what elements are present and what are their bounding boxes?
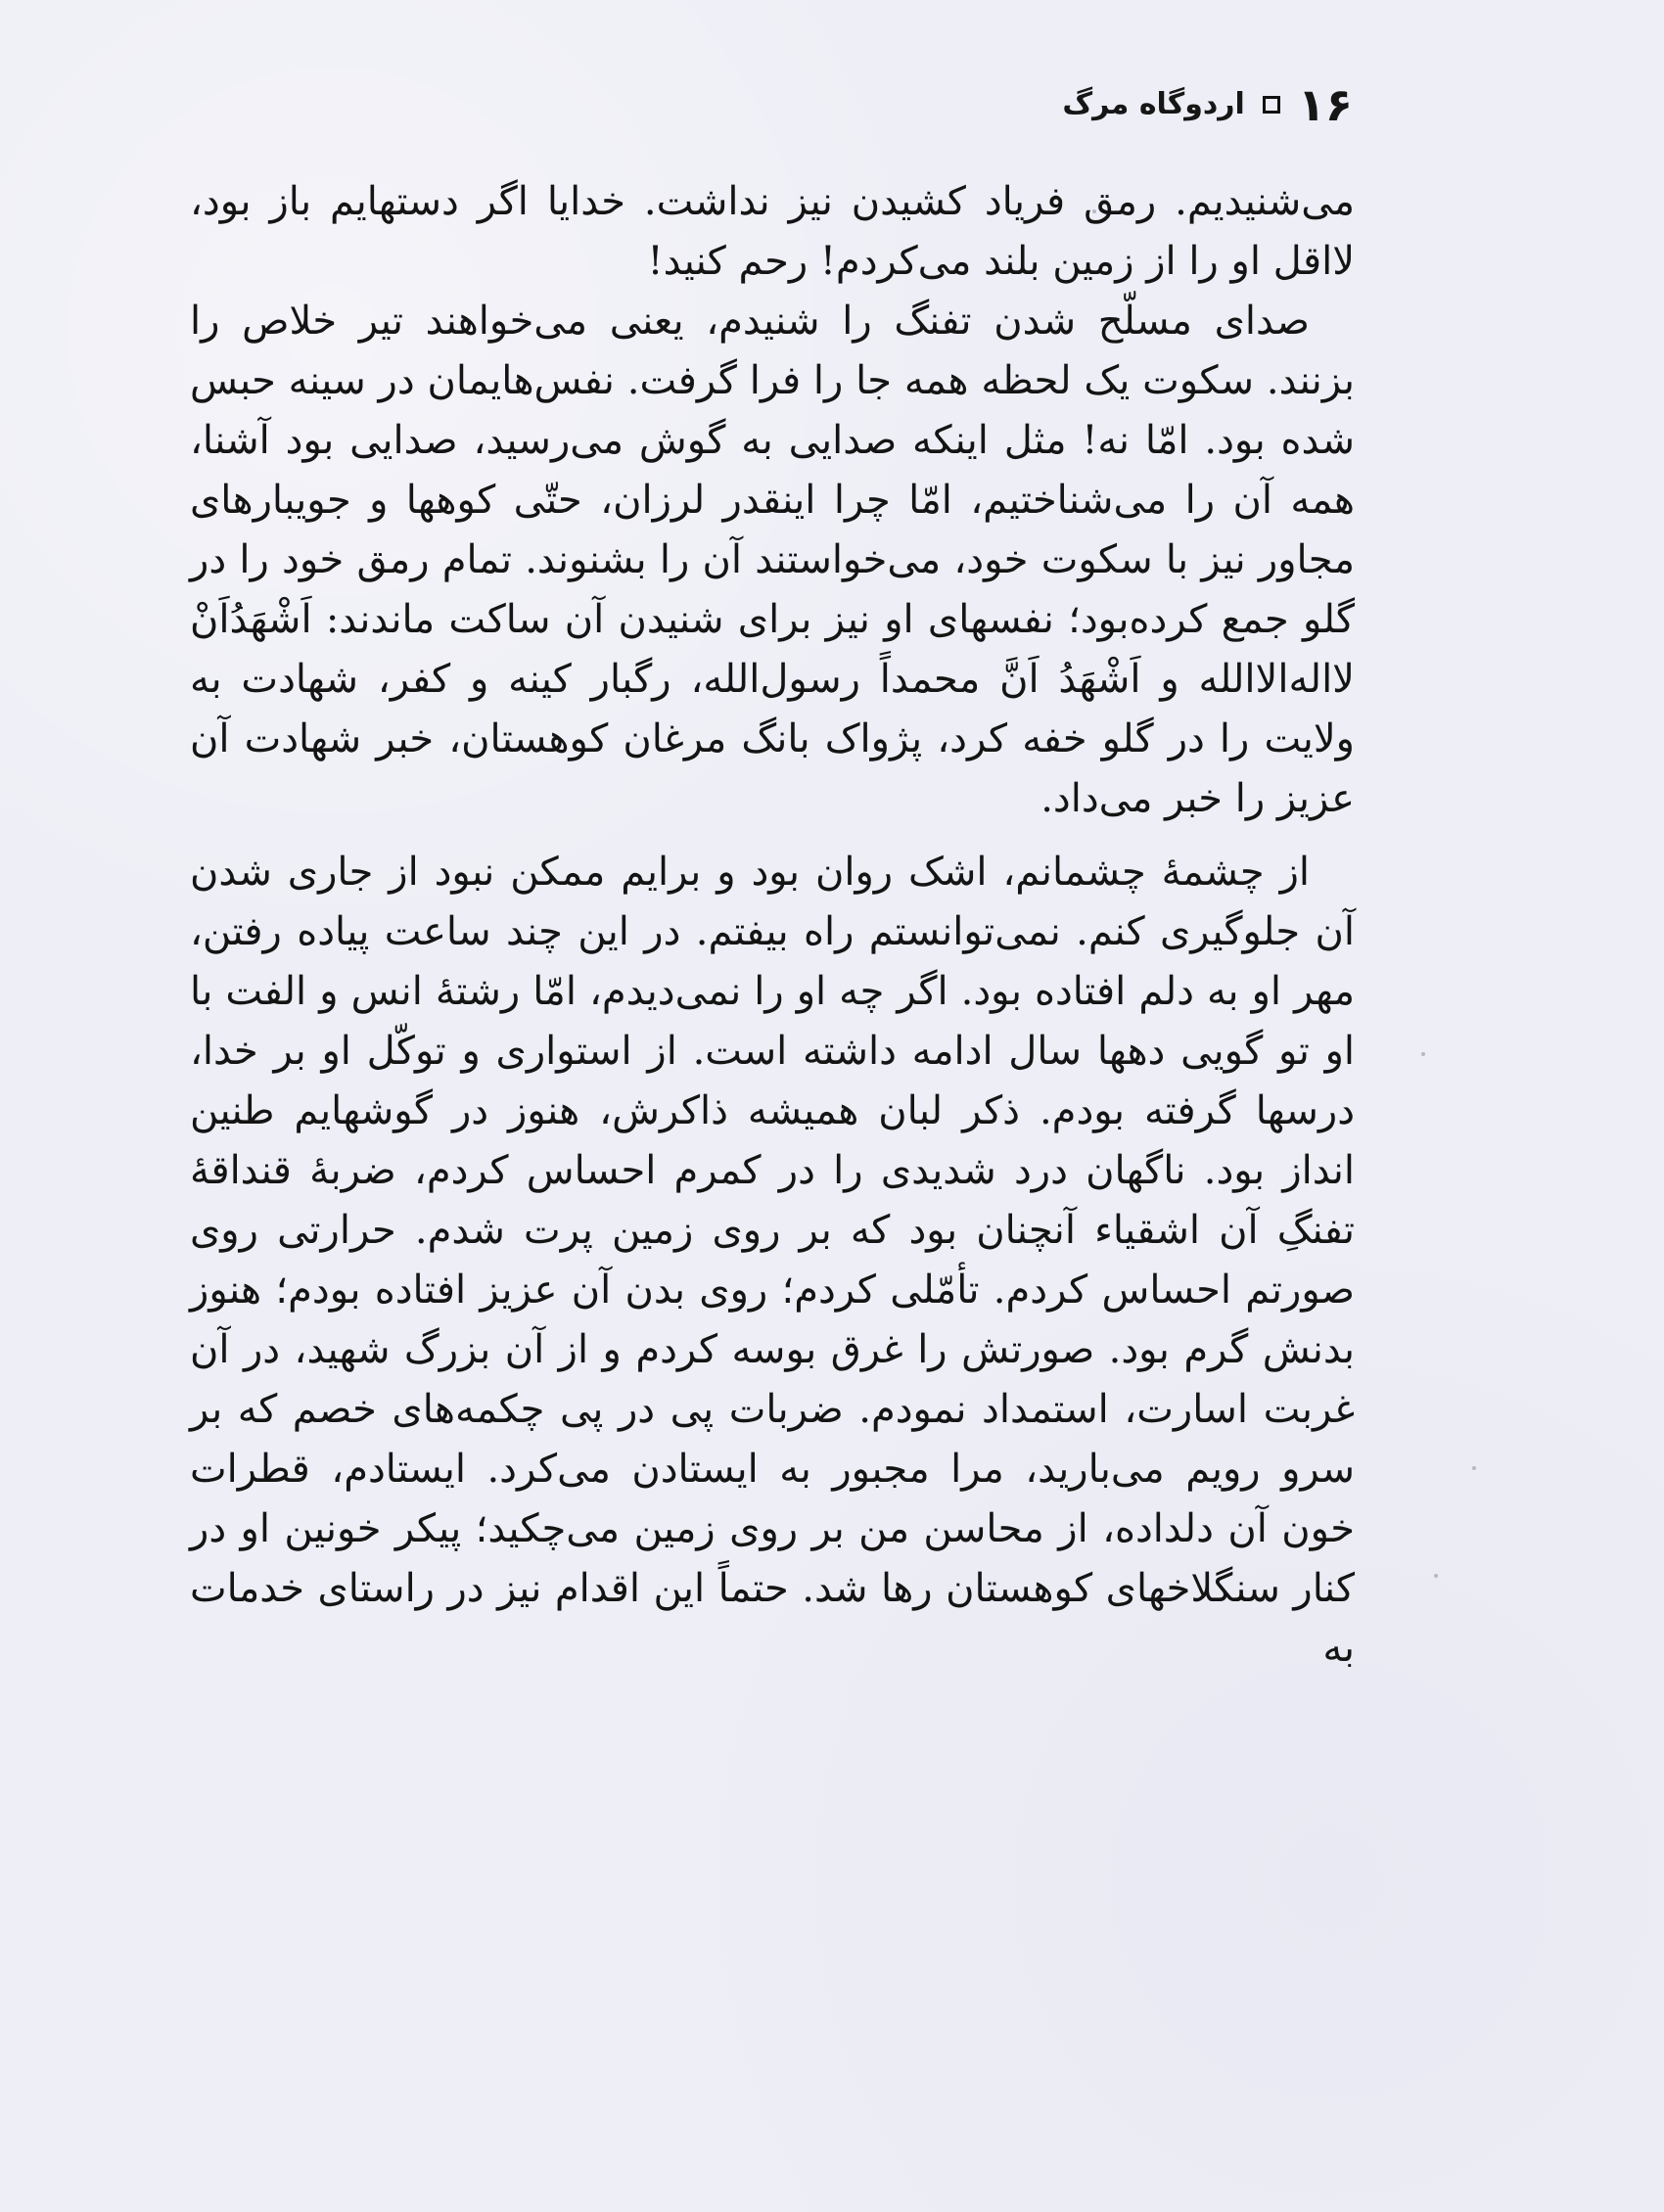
header-separator-icon	[1263, 96, 1280, 114]
page-number: ۱۶	[1297, 78, 1353, 131]
page-header	[1062, 78, 1353, 131]
paper-speck	[1434, 1574, 1438, 1578]
running-title: اردوگاه مرگ	[1062, 87, 1245, 121]
paper-speck	[1472, 1466, 1476, 1470]
paragraph-2: صدای مسلّح شدن تفنگ را شنیدم، یعنی می‌خواهند تیر خلاص را بزنند. سکوت یک لحظه همه جا را فرا گرفت. نفس‌هایمان در سینه حبس شده بود. امّا نه! مثل اینکه صدایی به گوش می‌رسید، صدایی بود آشنا، همه آن را می‌شناختیم، امّا چرا اینقدر لرزان، حتّی کوهها و جویبارهای مجاور نیز با سکوت خود، می‌خواستند آن را بشنوند. تمام رمق خود را در گلو جمع کرده‌بود؛ نفسهای او نیز برای شنیدن آن ساکت ماندند: اَشْهَدُاَنْ لااله‌الاالله و اَشْهَدُ اَنَّ محمداً رسول‌الله، رگبار کینه و کفر، شهادت به ولایت را در گلو خفه کرد، پژواک بانگ مرغان کوهستان، خبر شهادت آن عزیز را خبر می‌داد.	[190, 299, 1355, 821]
paper-speck	[1421, 1052, 1425, 1056]
body-text	[190, 172, 1355, 1679]
paragraph-3: از چشمهٔ چشمانم، اشک روان بود و برایم ممکن نبود از جاری شدن آن جلوگیری کنم. نمی‌توانستم راه بیفتم. در این چند ساعت پیاده رفتن، مهر او به دلم افتاده بود. اگر چه او را نمی‌دیدم، امّا رشتهٔ انس و الفت با او تو گویی دهها سال ادامه داشته است. از استواری و توکّل او بر خدا، درسها گرفته بودم. ذکر لبان همیشه ذاکرش، هنوز در گوشهایم طنین انداز بود. ناگهان درد شدیدی را در کمرم احساس کردم، ضربهٔ قنداقهٔ تفنگِ آن اشقیاء آنچنان بود که بر روی زمین پرت شدم. حرارتی روی صورتم احساس کردم. تأمّلی کردم؛ روی بدن آن عزیز افتاده بودم؛ هنوز بدنش گرم بود. صورتش را غرق بوسه کردم و از آن بزرگ شهید، در آن غربت اسارت، استمداد نمودم. ضربات پی در پی چکمه‌های خصم که بر سرو رویم می‌بارید، مرا مجبور به ایستادن می‌کرد. ایستادم، قطرات خون آن دلداده، از محاسن من بر روی زمین می‌چکید؛ پیکر خونین او در کنار سنگلاخهای کوهستان رها شد. حتماً این اقدام نیز در راستای خدمات به	[190, 850, 1355, 1671]
paragraph-1: می‌شنیدیم. رمق فریاد کشیدن نیز نداشت. خدایا اگر دستهایم باز بود، لااقل او را از زمین بلند می‌کردم! رحم کنید!	[190, 179, 1355, 284]
